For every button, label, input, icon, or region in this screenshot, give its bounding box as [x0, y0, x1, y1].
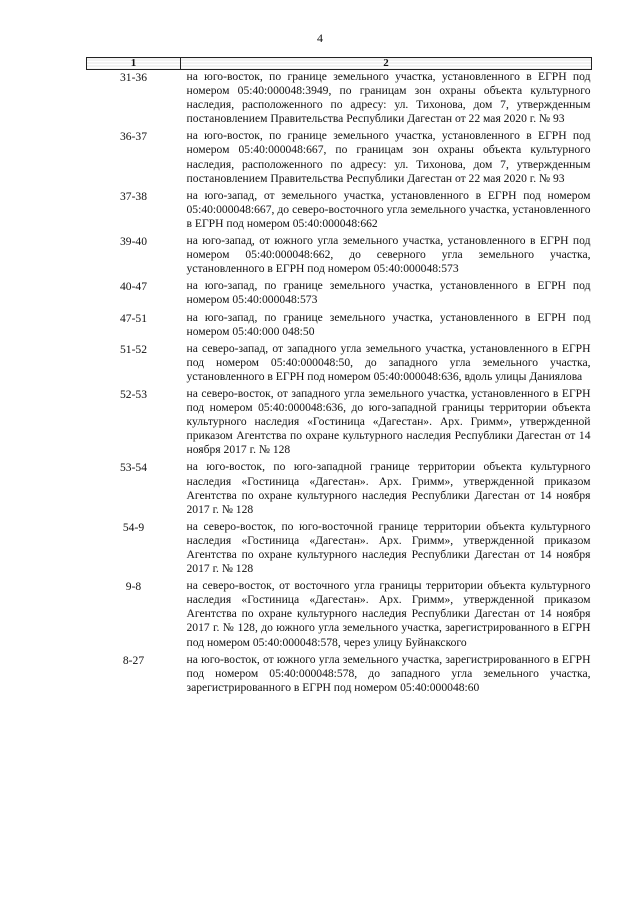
page-number: 4 [317, 31, 323, 45]
table-row [87, 653, 592, 698]
description-cell: на юго-восток, от южного угла земельного участка, зарегистрированного в ЕГРН под номером 05:40:000048:578, до западного угла земельного участка, зарегистрированного в ЕГРН под номером 05:40:000048:60 [186, 652, 591, 694]
table-header-row [87, 58, 592, 70]
table-row [87, 234, 592, 279]
description-cell: на юго-восток, по юго-западной границе территории объекта культурного наследия «Гостиница «Дагестан». Арх. Гримм», утвержденной приказом Агентства по охране культурного наследия Республики Дагестан от 14 ноября 2017 г. № 128 [186, 460, 591, 516]
table-row [87, 579, 592, 652]
point-range-cell: 36-37 [119, 130, 148, 144]
description-cell: на юго-восток, по границе земельного участка, установленного в ЕГРН под номером 05:40:000048:667, по границам зон охраны объекта культурного наследия, расположенного по адресу: ул. Тихонова, дом 7, утвержденным постановлением Правительства Республики Дагестан от 22 мая 2020 г. № 93 [186, 129, 591, 185]
table-row [87, 129, 592, 188]
point-range-cell: 8-27 [122, 653, 145, 667]
boundary-description-table [86, 57, 592, 698]
point-range-cell: 52-53 [119, 387, 148, 401]
description-cell: на северо-восток, от западного угла земельного участка, установленного в ЕГРН под номером 05:40:000048:636, до юго-западной границы территории объекта культурного наследия «Гостиница «Дагестан». Арх. Гримм», утвержденной приказом Агентства по охране культурного наследия Республики Дагестан от 14 ноября 2017 г. № 128 [186, 386, 591, 457]
description-cell: на юго-запад, по границе земельного участка, установленного в ЕГРН под номером 05:40:000048:573 [186, 279, 591, 307]
description-cell: на юго-запад, по границе земельного участка, установленного в ЕГРН под номером 05:40:000 048:50 [186, 310, 591, 338]
table-row [87, 342, 592, 387]
point-range-cell: 31-36 [119, 71, 148, 84]
description-cell: на северо-восток, по юго-восточной границе территории объекта культурного наследия «Гостиница «Дагестан». Арх. Гримм», утвержденной приказом Агентства по охране культурного наследия Республики Дагестан от 14 ноября 2017 г. № 128 [186, 519, 591, 576]
description-cell: на юго-восток, по границе земельного участка, установленного в ЕГРН под номером 05:40:000048:3949, по границам зон охраны объекта культурного наследия, расположенного по адресу: ул. Тихонова, дом 7, утвержденным постановлением Правительства Республики Дагестан от 22 мая 2020 г. № 93 [186, 70, 591, 126]
point-range-cell: 37-38 [119, 189, 148, 203]
table-row [87, 520, 592, 579]
table-row [87, 189, 592, 234]
table-row [87, 387, 592, 460]
point-range-cell: 53-54 [119, 461, 148, 475]
column-header-1: 1 [87, 58, 181, 70]
table-row [87, 311, 592, 342]
table-row [87, 70, 592, 130]
column-header-2: 2 [181, 58, 592, 70]
point-range-cell: 47-51 [119, 311, 148, 325]
description-cell: на северо-восток, от восточного угла границы территории объекта культурного наследия «Гостиница «Дагестан». Арх. Гримм», утвержденной приказом Агентства по охране культурного наследия Республики Дагестан от 14 ноября 2017 г. № 128, до южного угла земельного участка, зарегистрированного в ЕГРН под номером 05:40:000048:578, через улицу Буйнакского [186, 579, 591, 649]
table-row [87, 460, 592, 519]
point-range-cell: 9-8 [125, 580, 142, 594]
description-cell: на юго-запад, от земельного участка, установленного в ЕГРН под номером 05:40:000048:667, до северо-восточного угла земельного участка, установленного в ЕГРН под номером 05:40:000048:662 [186, 188, 591, 230]
table-row [87, 279, 592, 310]
table-header [87, 58, 592, 70]
point-range-cell: 39-40 [119, 235, 148, 249]
point-range-cell: 54-9 [122, 520, 145, 534]
point-range-cell: 51-52 [119, 342, 148, 356]
table-body [87, 70, 592, 698]
description-cell: на юго-запад, от южного угла земельного участка, установленного в ЕГРН под номером 05:40:000048:662, до северного угла земельного участка, установленного в ЕГРН под номером 05:40:000048:573 [186, 234, 591, 276]
description-cell: на северо-запад, от западного угла земельного участка, установленного в ЕГРН под номером 05:40:000048:50, до западного угла земельного участка, установленного в ЕГРН под номером 05:40:000048:636, вдоль улицы Даниялова [186, 341, 591, 383]
point-range-cell: 40-47 [119, 280, 148, 294]
